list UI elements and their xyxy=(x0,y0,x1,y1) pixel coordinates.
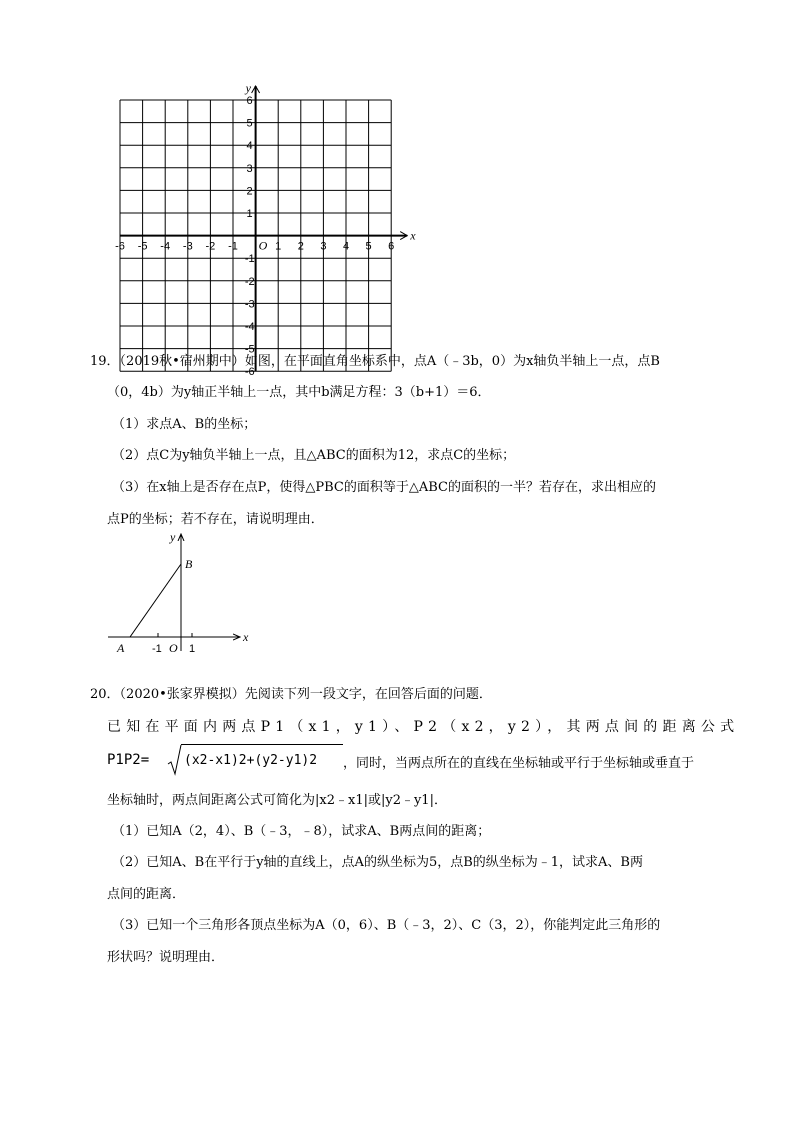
q19-line2: （0，4b）为y轴正半轴上一点，其中b满足方程：3（b+1）＝6． xyxy=(107,385,491,400)
q19-line1 xyxy=(90,353,660,371)
q20-formula-line xyxy=(107,744,707,778)
grid-x-tick-label: -4 xyxy=(160,240,171,253)
q19-origin-label: O xyxy=(169,641,178,655)
q20-part2-line2: 点间的距离． xyxy=(107,887,186,902)
grid-x-tick-label: -1 xyxy=(228,240,238,253)
grid-y-tick-label: 4 xyxy=(246,140,253,153)
q19-point-a-label: A xyxy=(117,641,125,655)
grid-y-tick-label: 3 xyxy=(246,162,253,175)
q19-number: 19． xyxy=(90,354,120,369)
grid-x-tick-label: -6 xyxy=(115,240,125,253)
q20-part3-line2: 形状吗？说明理由． xyxy=(107,950,225,965)
q19-part1: （1）求点A、B的坐标； xyxy=(112,417,257,432)
grid-x-tick-label: -2 xyxy=(205,240,216,253)
grid-y-tick-label: -4 xyxy=(244,321,255,333)
q20-intro: 先阅读下列一段文字，在回答后面的问题． xyxy=(244,687,492,702)
grid-y-tick-label: 5 xyxy=(246,117,253,130)
grid-x-tick-label: -5 xyxy=(137,240,148,253)
q20-number: 20． xyxy=(90,687,120,702)
grid-y-tick-label: 1 xyxy=(246,208,253,220)
grid-x-tick-label: 4 xyxy=(342,240,350,253)
q19-line1-text: 如图，在平面直角坐标系中，点A（﹣3b，0）为x轴负半轴上一点，点B xyxy=(244,354,660,369)
grid-labels xyxy=(115,81,416,378)
q19-x-label: x xyxy=(243,630,249,644)
q19-y-label: y xyxy=(170,530,176,544)
q20-part2-line1: （2）已知A、B在平行于y轴的直线上，点A的纵坐标为5，点B的纵坐标为﹣1，试求A、B两 xyxy=(112,855,643,870)
q19-segment-ab xyxy=(130,564,181,637)
q20-formula-lhs: P1P2= xyxy=(107,752,150,768)
q20-part1: （1）已知A（2，4）、B（﹣3，﹣8），试求A、B两点间的距离； xyxy=(112,824,491,839)
q20-sqrt-overline xyxy=(181,744,343,745)
q20-formula-radicand: (x2-x1)2+(y2-y1)2 xyxy=(184,753,318,768)
grid-y-tick-label: -6 xyxy=(244,366,255,379)
grid-y-tick-label: 2 xyxy=(246,185,253,198)
q19-part3-line1: （3）在x轴上是否存在点P，使得△PBC的面积等于△ABC的面积的一半？若存在，求出相应的 xyxy=(112,480,656,495)
grid-y-label: y xyxy=(245,81,251,95)
grid-x-tick-label: 5 xyxy=(365,240,372,253)
grid-y-tick-label: -2 xyxy=(244,275,255,288)
grid-x-label: x xyxy=(410,228,416,243)
q20-definition-line: 已知在平面内两点P1（x1，y1）、P2（x2，y2），其两点间的距离公式 xyxy=(107,719,740,735)
q19-tick-1-label: 1 xyxy=(189,643,196,655)
grid-axes xyxy=(120,86,407,371)
q19-point-b-label: B xyxy=(185,557,193,571)
grid-x-tick-label: 2 xyxy=(297,240,304,253)
grid-x-tick-label: 6 xyxy=(388,240,395,253)
q20-part3-line1: （3）已知一个三角形各顶点坐标为A（0，6）、B（﹣3，2）、C（3，2），你能判定此三角形的 xyxy=(112,918,661,933)
grid-y-tick-label: 6 xyxy=(246,95,253,107)
q20-formula-after: ，同时，当两点所在的直线在坐标轴或平行于坐标轴或垂直于 xyxy=(343,756,695,771)
q20-sqrt-sign xyxy=(168,744,182,778)
q20-simplified-line: 坐标轴时，两点间距离公式可简化为|x2﹣x1|或|y2﹣y1|． xyxy=(107,793,447,808)
q19-part3-line2: 点P的坐标；若不存在，请说明理由． xyxy=(107,512,324,527)
q20-line1 xyxy=(90,686,492,704)
grid-x-tick-label: 1 xyxy=(275,240,282,253)
q20-source: （2020•张家界模拟） xyxy=(119,687,245,702)
grid-origin-label: O xyxy=(258,238,268,253)
grid-y-tick-label: -3 xyxy=(244,298,255,311)
grid-y-tick-label: -1 xyxy=(244,253,255,266)
q19-triangle-figure xyxy=(100,528,270,658)
q19-source: （2019秋•宿州期中） xyxy=(119,354,245,369)
q19-part2: （2）点C为y轴负半轴上一点，且△ABC的面积为12，求点C的坐标； xyxy=(112,448,516,463)
grid-x-tick-label: 3 xyxy=(320,240,327,253)
grid-y-tick-label: -5 xyxy=(244,343,255,356)
q19-tick-neg1-label: -1 xyxy=(152,643,162,655)
grid-x-tick-label: -3 xyxy=(182,240,193,253)
